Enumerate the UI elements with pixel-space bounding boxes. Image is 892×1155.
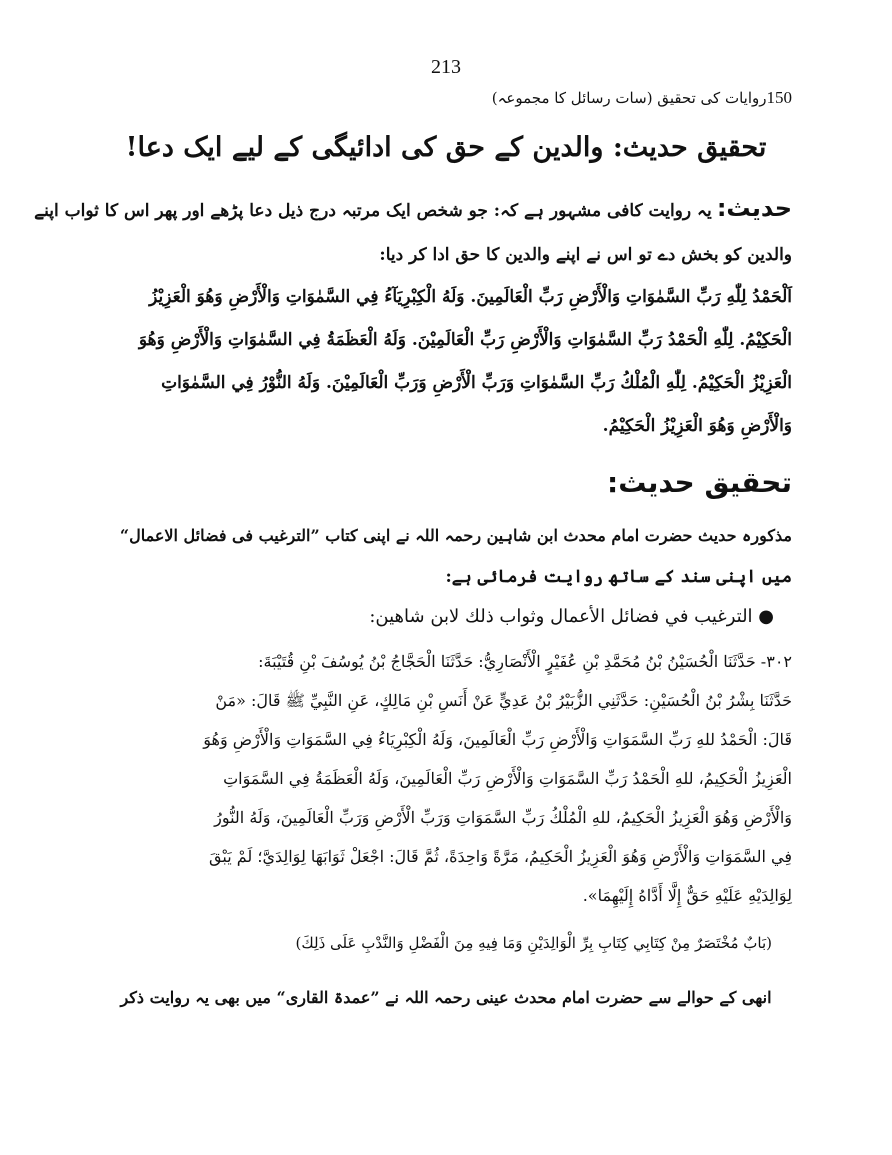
dua-line-1: اَلْحَمْدُ لِلّٰهِ رَبِّ السَّمٰوَاتِ وَالْأَرْضِ رَبِّ الْعَالَمِينَ. وَلَهُ الْكِبْرِيَآءُ فِي السَّمٰوَاتِ وَالْأَرْضِ وَهُوَ الْعَزِيْزُ bbox=[149, 287, 792, 307]
sanad-line-5: وَالْأَرْضِ وَهُوَ الْعَزِيزُ الْحَكِيمُ، للهِ الْمُلْكُ رَبِّ السَّمَوَاتِ وَرَبِّ الْأَرْضِ وَرَبِّ الْعَالَمِينَ، وَلَهُ النُّورُ bbox=[214, 808, 792, 827]
hadith-intro-line-1 bbox=[34, 194, 792, 222]
dua-line-2: الْحَكِيْمُ. لِلّٰهِ الْحَمْدُ رَبِّ السَّمٰوَاتِ وَالْأَرْضِ رَبِّ الْعَالَمِيْنَ. وَلَهُ الْعَظَمَةُ فِي السَّمٰوَاتِ وَالْأَرْضِ وَهُوَ bbox=[138, 330, 792, 350]
sanad-line-7: لِوَالِدَيْهِ عَلَيْهِ حَقٌّ إِلَّا أَدَّاهُ إِلَيْهِمَا». bbox=[582, 886, 792, 905]
sanad-line-6: فِي السَّمَوَاتِ وَالْأَرْضِ وَهُوَ الْعَزِيزُ الْحَكِيمُ، مَرَّةً وَاحِدَةً، ثُمَّ قَالَ: اجْعَلْ ثَوَابَهَا لِوَالِدَيَّ؛ لَمْ يَبْقَ bbox=[209, 847, 792, 866]
tahqeeq-line-2: میں اپنی سند کے ساتھ روایت فرمائی ہے: bbox=[445, 567, 792, 587]
book-reference bbox=[82, 606, 774, 627]
bullet-icon: ● bbox=[752, 606, 774, 627]
dua-line-4: وَالْأَرْضِ وَهُوَ الْعَزِيْزُ الْحَكِيْمُ. bbox=[602, 416, 792, 436]
page-title: تحقیق حدیث: والدین کے حق کی ادائیگی کے لیے ایک دعا! bbox=[125, 132, 767, 163]
tahqeeq-line-1: مذکورہ حدیث حضرت امام محدث ابن شاہین رحمہ اللہ نے اپنی کتاب ”الترغیب فی فضائل الاعمال“ bbox=[119, 526, 792, 545]
header-book-number: 150 bbox=[766, 88, 792, 107]
chapter-reference: (بَابٌ مُخْتَصَرٌ مِنْ كِتَابِي كِتَابِ بِرِّ الْوَالِدَيْنِ وَمَا فِيهِ مِنَ الْفَضْلِ وَالنَّدْبِ عَلَى ذَلِكَ) bbox=[295, 934, 772, 952]
footer-line: انھی کے حوالے سے حضرت امام محدث عینی رحمہ اللہ نے ”عمدۃ القاری“ میں بھی یہ روایت ذکر bbox=[120, 988, 772, 1007]
tahqeeq-heading: تحقیق حدیث: bbox=[607, 466, 792, 499]
sanad-line-1: ٣٠٢- حَدَّثَنَا الْحُسَيْنُ بْنُ مُحَمَّدِ بْنِ عُفَيْرٍ الْأَنْصَارِيُّ: حَدَّثَنَا الْحَجَّاجُ بْنُ يُوسُفَ بْنِ قُتَيْبَةَ: bbox=[258, 652, 792, 671]
sanad-line-2: حَدَّثَنَا بِشْرُ بْنُ الْحُسَيْنِ: حَدَّثَنِي الزُّبَيْرُ بْنُ عَدِيٍّ عَنْ أَنَسِ بْنِ مَالِكٍ، عَنِ النَّبِيِّ ﷺ قَالَ: «مَنْ bbox=[215, 691, 792, 710]
sanad-line-4: الْعَزِيزُ الْحَكِيمُ، للهِ الْحَمْدُ رَبِّ السَّمَوَاتِ وَالْأَرْضِ رَبِّ الْعَالَمِينَ، وَلَهُ الْعَظَمَةُ فِي السَّمَوَاتِ bbox=[223, 769, 792, 788]
sanad-line-3: قَالَ: الْحَمْدُ للهِ رَبِّ السَّمَوَاتِ وَالْأَرْضِ رَبِّ الْعَالَمِينَ، وَلَهُ الْكِبْرِيَاءُ فِي السَّمَوَاتِ وَالْأَرْضِ وَهُوَ bbox=[203, 730, 792, 749]
hadith-label: حدیث: bbox=[716, 194, 792, 222]
dua-line-3: الْعَزِيْزُ الْحَكِيْمُ. لِلّٰهِ الْمُلْكُ رَبِّ السَّمٰوَاتِ وَرَبِّ الْأَرْضِ وَرَبِّ الْعَالَمِيْنَ. وَلَهُ النُّوْرُ فِي السَّمٰوَاتِ bbox=[161, 373, 792, 393]
book-reference-text: الترغيب في فضائل الأعمال وثواب ذلك لابن شاهين: bbox=[369, 606, 753, 627]
hadith-intro-text: یہ روایت کافی مشہور ہے کہ: جو شخص ایک مرتبہ درج ذیل دعا پڑھے اور پھر اس کا ثواب اپنے bbox=[34, 201, 712, 221]
page-number: 213 bbox=[431, 56, 461, 78]
header-book-title: روایات کی تحقیق (سات رسائل کا مجموعہ) bbox=[491, 89, 767, 107]
running-header bbox=[192, 88, 792, 108]
hadith-intro-line-2: والدین کو بخش دے تو اس نے اپنے والدین کا حق ادا کر دیا: bbox=[379, 245, 792, 265]
